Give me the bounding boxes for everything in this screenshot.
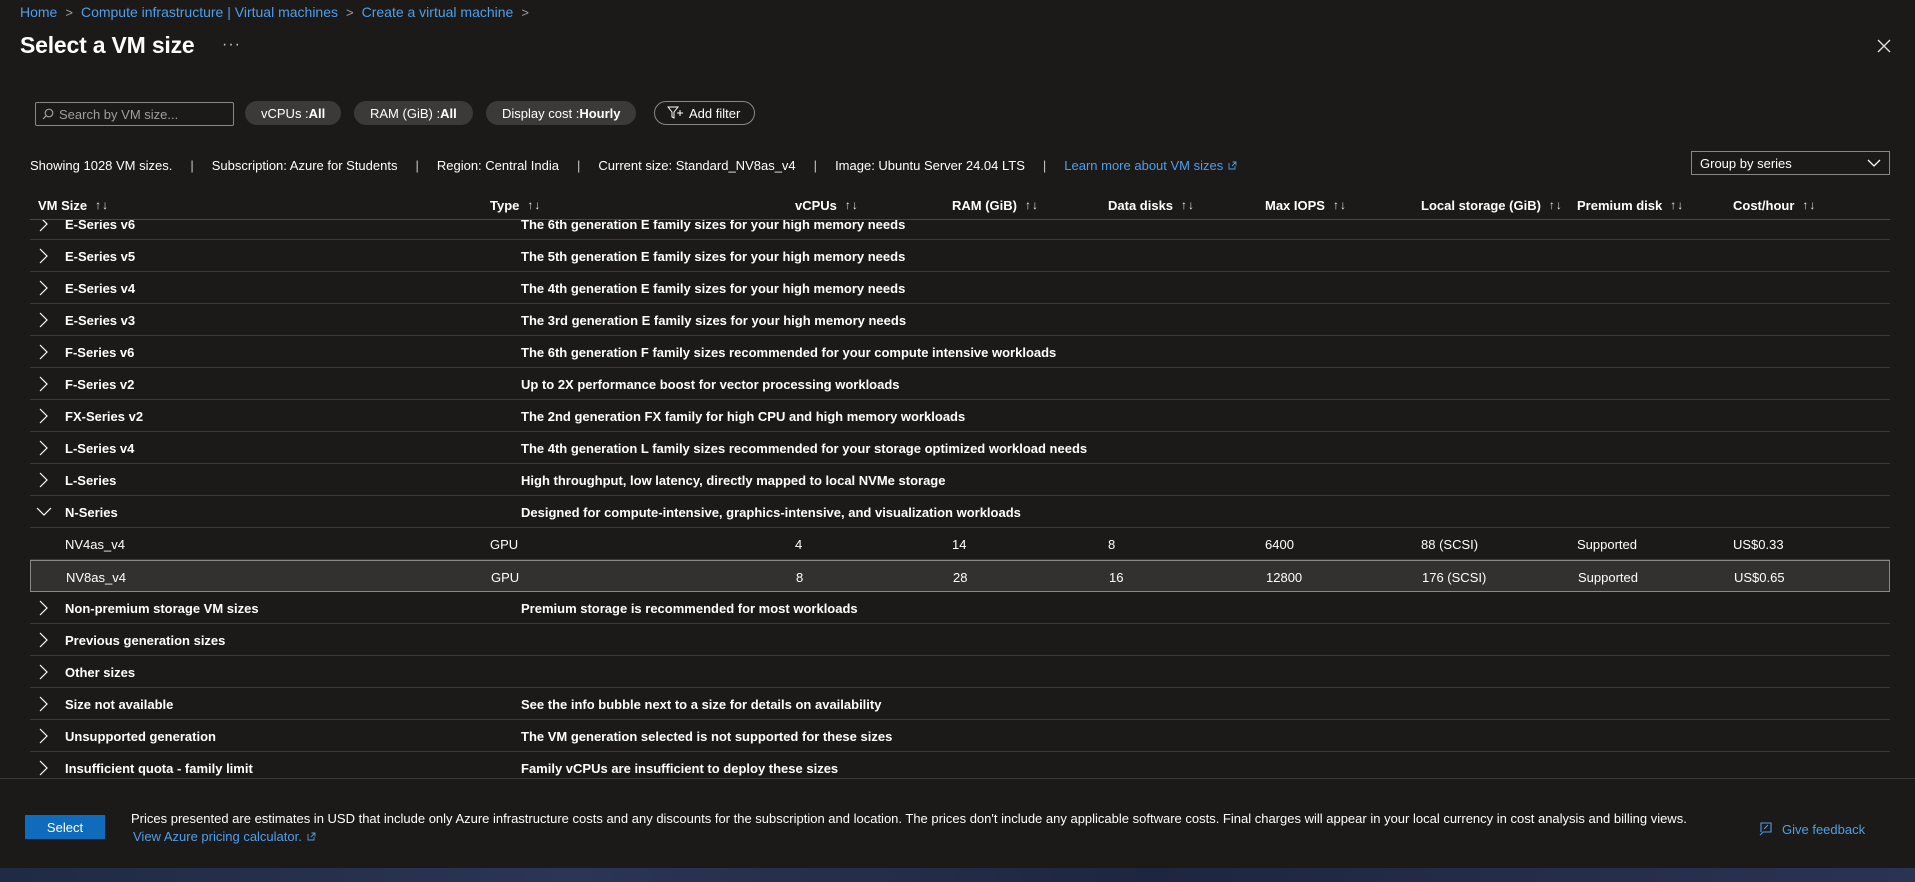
close-icon[interactable] bbox=[1874, 36, 1894, 56]
series-group-row[interactable] bbox=[30, 400, 1890, 432]
chevron-right-icon[interactable] bbox=[34, 272, 54, 304]
chevron-right-icon[interactable] bbox=[34, 752, 54, 776]
breadcrumb bbox=[20, 4, 537, 20]
column-header-vm-size[interactable] bbox=[38, 190, 109, 220]
cell-cost-hour: US$0.33 bbox=[1733, 536, 1784, 552]
cell-vcpus: 8 bbox=[796, 569, 804, 585]
pricing-calculator-label: View Azure pricing calculator. bbox=[133, 829, 302, 844]
series-name: E-Series v6 bbox=[65, 220, 136, 232]
learn-more-link[interactable] bbox=[1064, 158, 1237, 173]
column-label: Max IOPS bbox=[1265, 197, 1325, 213]
chevron-right-icon[interactable] bbox=[34, 720, 54, 752]
divider: | bbox=[190, 158, 194, 173]
table-row[interactable] bbox=[30, 560, 1890, 592]
pricing-calculator-link[interactable] bbox=[133, 829, 316, 844]
column-header-ram[interactable] bbox=[952, 190, 1039, 220]
chevron-right-icon[interactable] bbox=[34, 432, 54, 464]
chevron-down-icon bbox=[1867, 159, 1881, 167]
breadcrumb-separator: > bbox=[521, 4, 529, 20]
more-options-icon[interactable]: ··· bbox=[222, 36, 241, 53]
pricing-disclaimer: Prices presented are estimates in USD that include only Azure infrastructure costs and any discounts for the subscription and location. The prices don't include any applicable software costs. Final charges will appear in your local currency in cost analysis and billing views. bbox=[131, 811, 1687, 826]
series-group-row[interactable] bbox=[30, 688, 1890, 720]
series-group-row[interactable] bbox=[30, 496, 1890, 528]
series-group-row[interactable] bbox=[30, 220, 1890, 240]
cell-data-disks: 16 bbox=[1109, 569, 1124, 585]
sort-icon[interactable]: ↑↓ bbox=[1181, 198, 1196, 212]
series-description: The 3rd generation E family sizes for your high memory needs bbox=[521, 312, 907, 328]
chevron-right-icon[interactable] bbox=[34, 400, 54, 432]
external-link-icon bbox=[307, 832, 316, 841]
column-label: Data disks bbox=[1108, 197, 1174, 213]
column-label: VM Size bbox=[38, 197, 88, 213]
series-group-row[interactable] bbox=[30, 368, 1890, 400]
chevron-right-icon[interactable] bbox=[34, 592, 54, 624]
showing-count: Showing 1028 VM sizes. bbox=[30, 158, 173, 173]
series-description: Up to 2X performance boost for vector processing workloads bbox=[521, 376, 900, 392]
series-description: High throughput, low latency, directly mapped to local NVMe storage bbox=[521, 472, 946, 488]
series-description: The 2nd generation FX family for high CPU and high memory workloads bbox=[521, 408, 966, 424]
series-name: F-Series v6 bbox=[65, 344, 135, 360]
series-name: L-Series v4 bbox=[65, 440, 135, 456]
series-description: See the info bubble next to a size for details on availability bbox=[521, 696, 882, 712]
column-header-type[interactable] bbox=[490, 190, 541, 220]
series-group-row[interactable] bbox=[30, 336, 1890, 368]
filter-display-cost[interactable] bbox=[486, 101, 636, 125]
series-name: Size not available bbox=[65, 696, 174, 712]
cell-max-iops: 12800 bbox=[1266, 569, 1303, 585]
sort-icon[interactable]: ↑↓ bbox=[844, 198, 859, 212]
chevron-down-icon[interactable] bbox=[34, 496, 54, 528]
series-name: Other sizes bbox=[65, 664, 136, 680]
series-name: E-Series v5 bbox=[65, 248, 136, 264]
series-description: The 6th generation F family sizes recommended for your compute intensive workloads bbox=[521, 344, 1057, 360]
cell-vm-size: NV8as_v4 bbox=[66, 569, 126, 585]
column-header-data-disks[interactable] bbox=[1108, 190, 1195, 220]
column-label: Premium disk bbox=[1577, 197, 1663, 213]
divider: | bbox=[1042, 158, 1047, 173]
series-name: E-Series v4 bbox=[65, 280, 136, 296]
breadcrumb-home[interactable]: Home bbox=[20, 4, 58, 20]
image-info: Image: Ubuntu Server 24.04 LTS bbox=[835, 158, 1025, 173]
column-header-premium-disk[interactable] bbox=[1577, 190, 1684, 220]
series-name: Insufficient quota - family limit bbox=[65, 760, 253, 776]
series-name: Previous generation sizes bbox=[65, 632, 226, 648]
footer bbox=[0, 778, 1915, 868]
vm-size-table-body bbox=[30, 220, 1890, 776]
filter-icon bbox=[667, 106, 683, 120]
region-info: Region: Central India bbox=[436, 158, 559, 173]
series-group-row[interactable] bbox=[30, 240, 1890, 272]
divider: | bbox=[415, 158, 419, 173]
search-icon bbox=[42, 108, 54, 120]
sort-icon[interactable]: ↑↓ bbox=[1548, 198, 1563, 212]
column-label: RAM (GiB) bbox=[952, 197, 1017, 213]
external-link-icon bbox=[1228, 161, 1237, 170]
cell-vm-size: NV4as_v4 bbox=[65, 536, 125, 552]
series-description: The 4th generation L family sizes recommended for your storage optimized workload needs bbox=[521, 440, 1088, 456]
sort-icon[interactable]: ↑↓ bbox=[527, 198, 542, 212]
series-name: E-Series v3 bbox=[65, 312, 136, 328]
series-name: Unsupported generation bbox=[65, 728, 216, 744]
group-by-value: Group by series bbox=[1700, 155, 1792, 171]
series-description: The VM generation selected is not supported for these sizes bbox=[521, 728, 893, 744]
cell-ram: 28 bbox=[953, 569, 968, 585]
cell-type: GPU bbox=[490, 536, 519, 552]
series-group-row[interactable] bbox=[30, 464, 1890, 496]
filter-label: vCPUs : bbox=[261, 105, 309, 121]
series-group-row[interactable] bbox=[30, 432, 1890, 464]
sort-icon[interactable]: ↑↓ bbox=[1670, 198, 1685, 212]
cell-premium-disk: Supported bbox=[1577, 536, 1637, 552]
learn-more-label: Learn more about VM sizes bbox=[1064, 158, 1224, 173]
divider: | bbox=[813, 158, 818, 173]
sort-icon[interactable]: ↑↓ bbox=[1332, 198, 1347, 212]
series-description: Family vCPUs are insufficient to deploy these sizes bbox=[521, 760, 839, 776]
cell-cost-hour: US$0.65 bbox=[1734, 569, 1785, 585]
feedback-icon bbox=[1758, 821, 1774, 837]
chevron-right-icon[interactable] bbox=[34, 368, 54, 400]
series-description: The 4th generation E family sizes for your high memory needs bbox=[521, 280, 906, 296]
series-description: The 5th generation E family sizes for your high memory needs bbox=[521, 248, 906, 264]
chevron-right-icon[interactable] bbox=[34, 220, 54, 240]
filter-value: Hourly bbox=[579, 105, 621, 121]
cell-ram: 14 bbox=[952, 536, 967, 552]
search-input-box[interactable] bbox=[35, 102, 234, 126]
cell-vcpus: 4 bbox=[795, 536, 803, 552]
series-name: FX-Series v2 bbox=[65, 408, 144, 424]
series-group-row[interactable] bbox=[30, 656, 1890, 688]
chevron-right-icon[interactable] bbox=[34, 240, 54, 272]
table-header bbox=[30, 190, 1890, 220]
select-button[interactable]: Select bbox=[25, 815, 105, 839]
series-description: Designed for compute-intensive, graphics-intensive, and visualization workloads bbox=[521, 504, 1021, 520]
subscription-info: Subscription: Azure for Students bbox=[211, 158, 398, 173]
filter-value: All bbox=[440, 105, 457, 121]
filter-vcpus[interactable] bbox=[245, 101, 341, 125]
series-name: F-Series v2 bbox=[65, 376, 135, 392]
page-title: Select a VM size bbox=[20, 32, 195, 58]
cell-local-storage: 176 (SCSI) bbox=[1422, 569, 1487, 585]
chevron-right-icon[interactable] bbox=[34, 688, 54, 720]
cell-local-storage: 88 (SCSI) bbox=[1421, 536, 1479, 552]
add-filter-button[interactable] bbox=[654, 101, 755, 125]
series-description: Premium storage is recommended for most workloads bbox=[521, 600, 858, 616]
column-header-vcpus[interactable] bbox=[795, 190, 859, 220]
sort-icon[interactable]: ↑↓ bbox=[95, 198, 110, 212]
column-label: Type bbox=[490, 197, 520, 213]
info-bar bbox=[30, 158, 1237, 173]
sort-icon[interactable]: ↑↓ bbox=[1025, 198, 1039, 212]
give-feedback-label: Give feedback bbox=[1782, 821, 1866, 837]
breadcrumb-separator: > bbox=[65, 4, 73, 20]
series-group-row[interactable] bbox=[30, 752, 1890, 776]
series-group-row[interactable] bbox=[30, 720, 1890, 752]
series-group-row[interactable] bbox=[30, 592, 1890, 624]
group-by-dropdown[interactable] bbox=[1691, 151, 1890, 175]
series-name: N-Series bbox=[65, 504, 118, 520]
series-name: Non-premium storage VM sizes bbox=[65, 600, 259, 616]
cell-premium-disk: Supported bbox=[1578, 569, 1638, 585]
filter-label: Display cost : bbox=[502, 105, 580, 121]
series-group-row[interactable] bbox=[30, 304, 1890, 336]
table-row[interactable] bbox=[30, 528, 1890, 560]
chevron-right-icon[interactable] bbox=[34, 336, 54, 368]
divider: | bbox=[577, 158, 581, 173]
filter-label: RAM (GiB) : bbox=[370, 105, 441, 121]
column-header-max-iops[interactable] bbox=[1265, 190, 1347, 220]
series-group-row[interactable] bbox=[30, 624, 1890, 656]
breadcrumb-virtual-machines[interactable]: Compute infrastructure | Virtual machines bbox=[80, 4, 338, 20]
column-header-local-storage[interactable] bbox=[1421, 190, 1563, 220]
chevron-right-icon[interactable] bbox=[34, 656, 54, 688]
chevron-right-icon[interactable] bbox=[34, 464, 54, 496]
breadcrumb-create-vm[interactable]: Create a virtual machine bbox=[361, 4, 514, 20]
column-label: vCPUs bbox=[795, 197, 837, 213]
give-feedback-link[interactable] bbox=[1758, 821, 1865, 837]
add-filter-label: Add filter bbox=[689, 105, 741, 121]
series-group-row[interactable] bbox=[30, 272, 1890, 304]
chevron-right-icon[interactable] bbox=[34, 624, 54, 656]
search-input[interactable] bbox=[59, 107, 229, 122]
filter-value: All bbox=[308, 105, 326, 121]
cell-type: GPU bbox=[491, 569, 520, 585]
series-name: L-Series bbox=[65, 472, 117, 488]
breadcrumb-separator: > bbox=[346, 4, 354, 20]
desktop-background bbox=[0, 868, 1915, 882]
sort-icon[interactable]: ↑↓ bbox=[1802, 198, 1817, 212]
column-label: Cost/hour bbox=[1733, 197, 1795, 213]
cell-data-disks: 8 bbox=[1108, 536, 1116, 552]
chevron-right-icon[interactable] bbox=[34, 304, 54, 336]
filter-ram[interactable] bbox=[354, 101, 473, 125]
column-label: Local storage (GiB) bbox=[1421, 197, 1541, 213]
column-header-cost-hour[interactable] bbox=[1733, 190, 1816, 220]
series-description: The 6th generation E family sizes for your high memory needs bbox=[521, 220, 906, 232]
cell-max-iops: 6400 bbox=[1265, 536, 1294, 552]
current-size-info: Current size: Standard_NV8as_v4 bbox=[598, 158, 796, 173]
